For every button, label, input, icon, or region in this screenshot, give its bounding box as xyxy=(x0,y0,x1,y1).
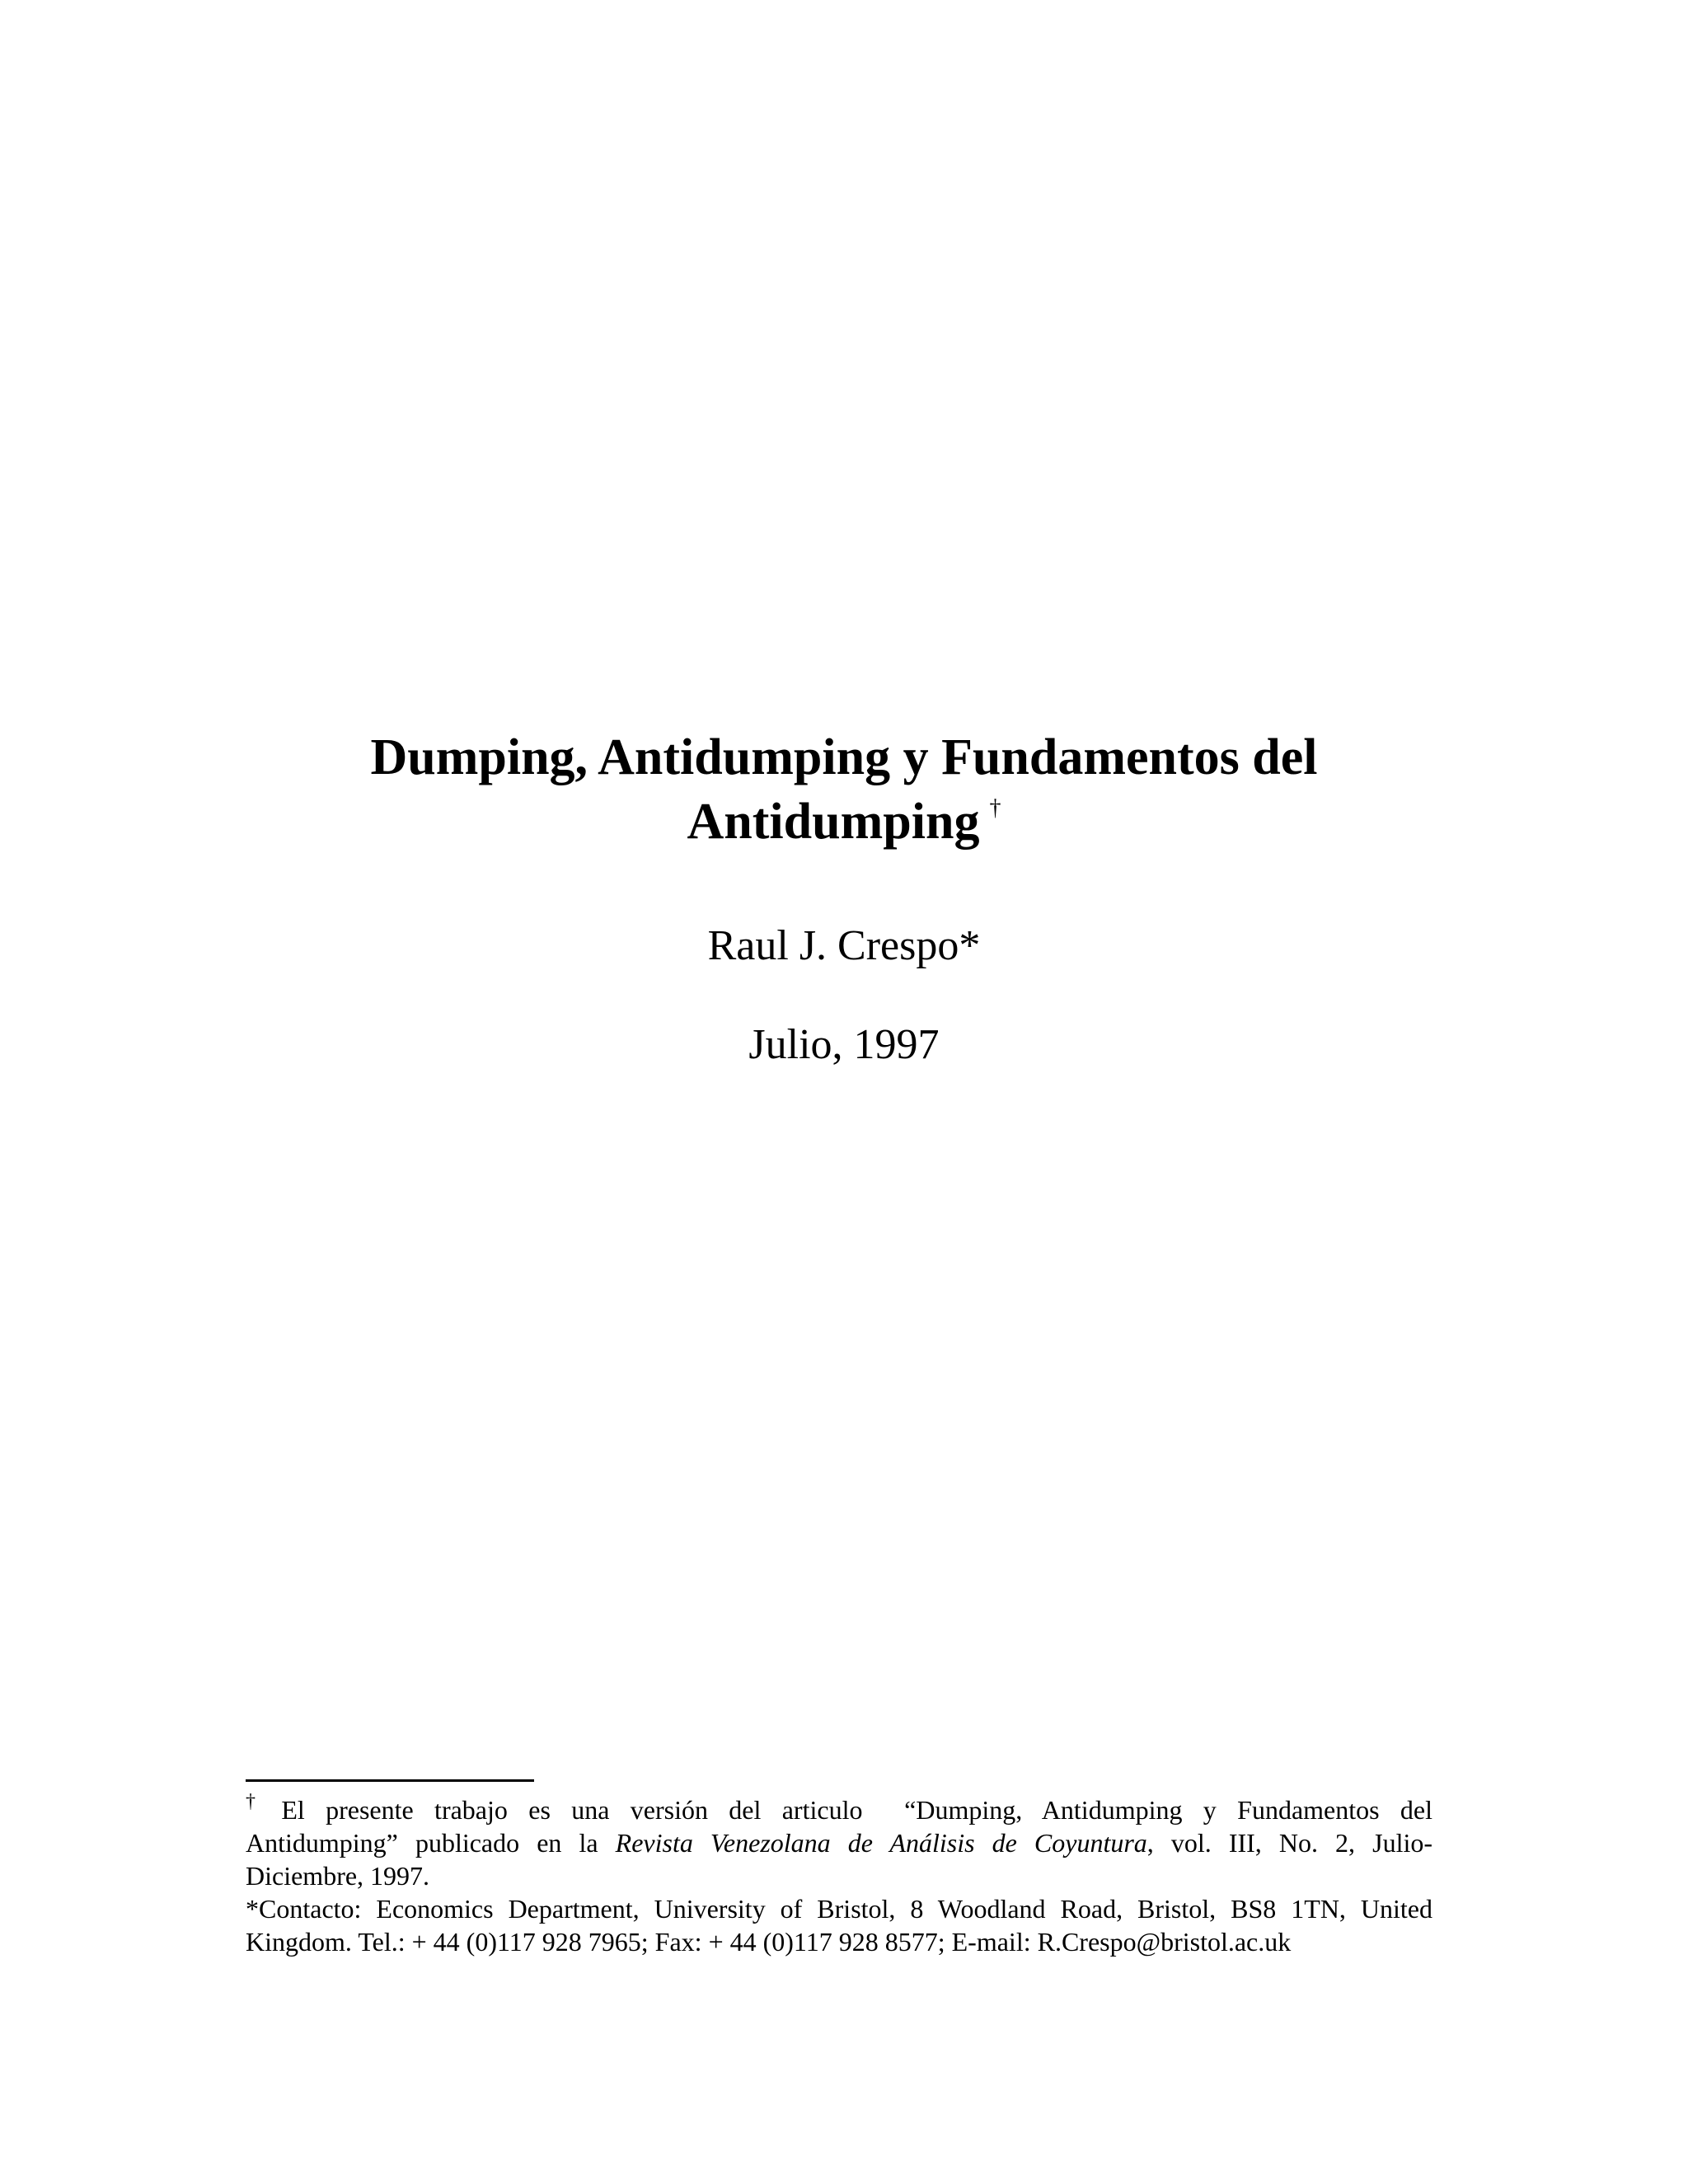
footnote-dagger-line-2 xyxy=(246,1826,1432,1859)
footnote-separator xyxy=(246,1779,534,1782)
footnote-contact-line-1: *Contacto: Economics Department, University of Bristol, 8 Woodland Road, Bristol, BS8 1TN, United xyxy=(246,1894,1432,1924)
journal-name: Revista Venezolana de Análisis de Coyuntura xyxy=(615,1828,1147,1858)
footnote-contact xyxy=(246,1892,1432,1958)
title-line-2-text: Antidumping xyxy=(687,794,980,850)
title-line-1: Dumping, Antidumping y Fundamentos del xyxy=(370,729,1318,785)
footnote-dagger-line-3: Diciembre, 1997. xyxy=(246,1861,430,1891)
footnotes xyxy=(246,1785,1432,1958)
footnote-dagger-text-2a: Antidumping” publicado en la xyxy=(246,1828,616,1858)
paper-title xyxy=(246,729,1442,850)
footnote-dagger-line-1 xyxy=(246,1785,1432,1826)
footnote-contact-line-2: Kingdom. Tel.: + 44 (0)117 928 7965; Fax: + 44 (0)117 928 8577; E-mail: R.Crespo@bristol.ac.uk xyxy=(246,1927,1292,1957)
author-name: Raul J. Crespo* xyxy=(707,922,981,969)
title-line-2 xyxy=(246,783,1442,850)
title-footnote-mark: † xyxy=(989,795,1001,821)
footnote-dagger xyxy=(246,1785,1432,1892)
footnote-dagger-text-1: El presente trabajo es una versión del articulo “Dumping, Antidumping y Fundamentos del xyxy=(281,1795,1433,1825)
footnote-dagger-text-2b: , vol. III, No. 2, Julio- xyxy=(1146,1828,1433,1858)
footnote-dagger-mark: † xyxy=(246,1791,270,1812)
publication-date: Julio, 1997 xyxy=(748,1021,940,1068)
